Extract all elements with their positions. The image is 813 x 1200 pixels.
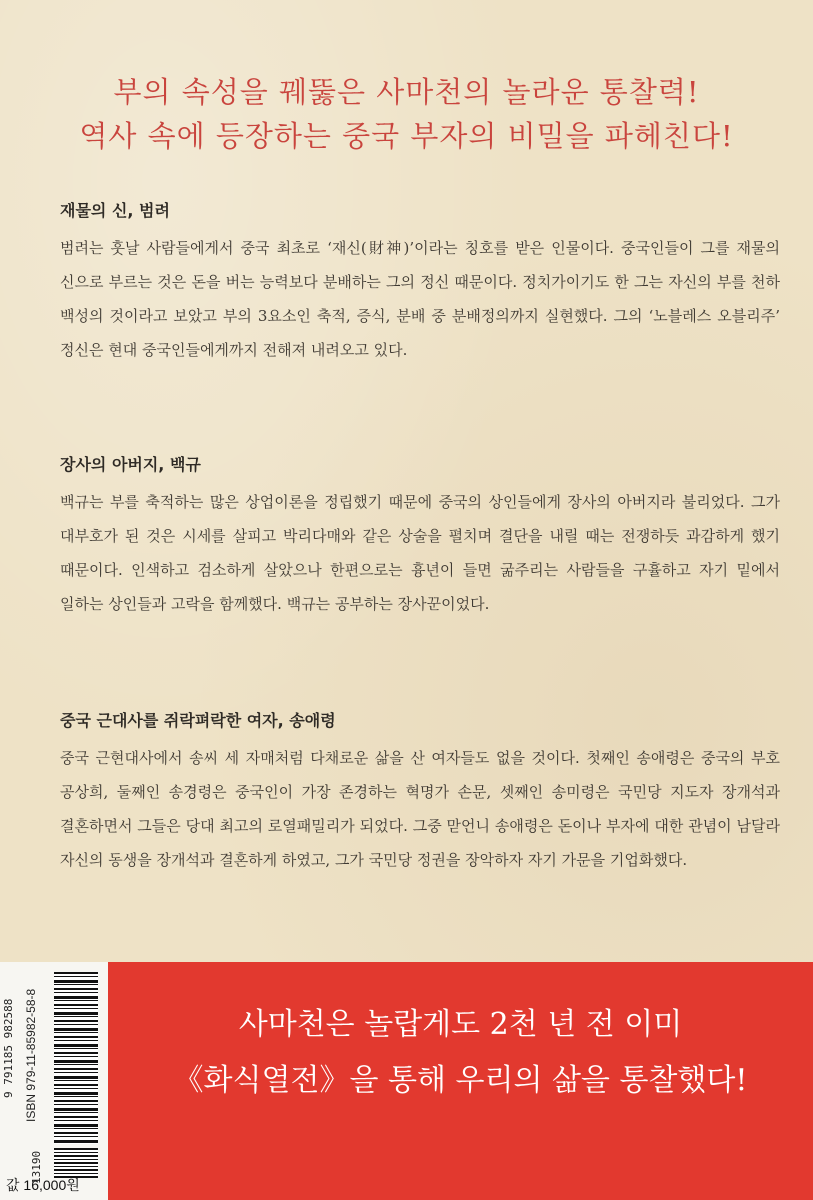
headline-line-1: 부의 속성을 꿰뚫은 사마천의 놀라운 통찰력! [113,75,700,109]
barcode-digits: 9 791185 982588 [2,998,15,1098]
section-body: 중국 근현대사에서 송씨 세 자매처럼 다채로운 삶을 산 여자들도 없을 것이다. 첫째인 송애령은 중국의 부호 공상희, 둘째인 송경령은 중국인이 가장 존경하는 혁명가 손문, 셋째인 송미령은 국민당 지도자 장개석과 결혼하면서 그들은 당대 최고의 로열패밀리가 되었다. 그중 맏언니 송애령은 돈이나 부자에 대한 관념이 남달라 자신의 동생을 장개석과 결혼하게 하였고, 그가 국민당 정권을 장악하자 자기 가문을 기업화했다. [60,749,780,869]
price-label: 값 16,000원 [6,1177,80,1193]
barcode-panel [0,962,108,1200]
barcode-bars [54,972,98,1144]
red-banner [108,962,813,1200]
section-body: 백규는 부를 축적하는 많은 상업이론을 정립했기 때문에 중국의 상인들에게 장사의 아버지라 불리었다. 그가 대부호가 된 것은 시세를 살피고 박리다매와 같은 상술을 펼치며 결단을 내릴 때는 전쟁하듯 과감하게 했기 때문이다. 인색하고 검소하게 살았으나 한편으로는 흉년이 들면 굶주리는 사람들을 구휼하고 자기 밑에서 일하는 상인들과 고락을 함께했다. 백규는 공부하는 장사꾼이었다. [60,493,780,613]
red-banner-line-2: 《화식열전》을 통해 우리의 삶을 통찰했다! [173,1063,748,1098]
section-title: 재물의 신, 범려 [60,201,170,220]
barcode-addon-digits: 13190 [30,1150,43,1184]
section-title: 중국 근대사를 쥐락펴락한 여자, 송애령 [60,711,336,730]
section-song-ailing [60,708,780,877]
section-title: 장사의 아버지, 백규 [60,455,201,474]
red-banner-text [108,997,813,1109]
section-bai-gui [60,452,780,621]
headline [0,70,813,158]
headline-line-2: 역사 속에 등장하는 중국 부자의 비밀을 파헤친다! [79,119,734,153]
red-banner-line-1: 사마천은 놀랍게도 2천 년 전 이미 [238,1007,683,1042]
isbn-text: ISBN 979-11-85982-58-8 [24,988,38,1123]
section-body: 범려는 훗날 사람들에게서 중국 최초로 ‘재신(財神)’이라는 칭호를 받은 인물이다. 중국인들이 그를 재물의 신으로 부르는 것은 돈을 버는 능력보다 분배하는 그의 정신 때문이다. 정치가이기도 한 그는 자신의 부를 천하 백성의 것이라고 보았고 부의 3요소인 축적, 증식, 분배 중 분배정의까지 실현했다. 그의 ‘노블레스 오블리주’ 정신은 현대 중국인들에게까지 전해져 내려오고 있다. [60,239,780,359]
section-fan-li [60,198,780,367]
